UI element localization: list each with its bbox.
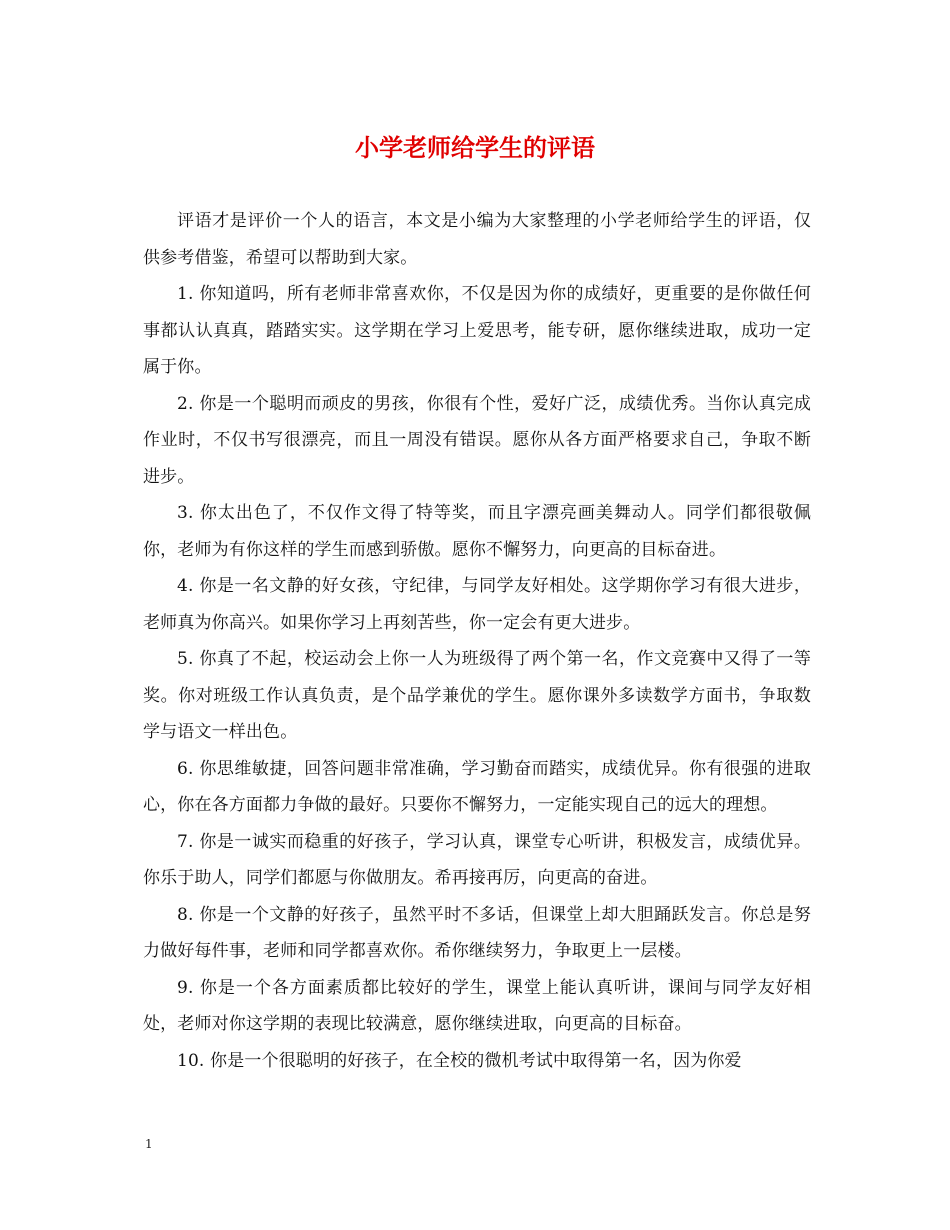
- document-title: 小学老师给学生的评语: [355, 133, 595, 162]
- comment-paragraph-10: 10. 你是一个很聪明的好孩子，在全校的微机考试中取得第一名，因为你爱: [177, 1050, 742, 1071]
- comment-paragraph-2: 2. 你是一个聪明而顽皮的男孩，你很有个性，爱好广泛，成绩优秀。当你认真完成作业时，不仅书写很漂亮，而且一周没有错误。愿你从各方面严格要求自己，争取不断进步。: [143, 393, 811, 487]
- comment-paragraph-1: 1. 你知道吗，所有老师非常喜欢你，不仅是因为你的成绩好，更重要的是你做任何事都认认真真，踏踏实实。这学期在学习上爱思考，能专研，愿你继续进取，成功一定属于你。: [143, 284, 811, 377]
- comment-paragraph-6: 6. 你思维敏捷，回答问题非常准确，学习勤奋而踏实，成绩优异。你有很强的进取心，你在各方面都力争做的最好。只要你不懈努力，一定能实现自己的远大的理想。: [143, 758, 811, 815]
- comment-paragraph-5: 5. 你真了不起，校运动会上你一人为班级得了两个第一名，作文竞赛中又得了一等奖。你对班级工作认真负责，是个品学兼优的学生。愿你课外多读数学方面书，争取数学与语文一样出色。: [143, 649, 811, 742]
- comment-paragraph-9: 9. 你是一个各方面素质都比较好的学生，课堂上能认真听讲，课间与同学友好相处，老师对你这学期的表现比较满意，愿你继续进取，向更高的目标奋。: [143, 977, 811, 1034]
- intro-paragraph: 评语才是评价一个人的语言，本文是小编为大家整理的小学老师给学生的评语，仅供参考借鉴，希望可以帮助到大家。: [143, 211, 811, 268]
- page-number: 1: [145, 1137, 153, 1151]
- comment-paragraph-7: 7. 你是一诚实而稳重的好孩子，学习认真，课堂专心听讲，积极发言，成绩优异。你乐于助人，同学们都愿与你做朋友。希再接再厉，向更高的奋进。: [143, 831, 811, 888]
- document-body: [143, 203, 811, 1079]
- comment-paragraph-4: 4. 你是一名文静的好女孩，守纪律，与同学友好相处。这学期你学习有很大进步，老师真为你高兴。如果你学习上再刻苦些，你一定会有更大进步。: [143, 576, 811, 633]
- comment-paragraph-8: 8. 你是一个文静的好孩子，虽然平时不多话，但课堂上却大胆踊跃发言。你总是努力做好每件事，老师和同学都喜欢你。希你继续努力，争取更上一层楼。: [143, 904, 811, 961]
- comment-paragraph-3: 3. 你太出色了，不仅作文得了特等奖，而且字漂亮画美舞动人。同学们都很敬佩你，老师为有你这样的学生而感到骄傲。愿你不懈努力，向更高的目标奋进。: [143, 503, 811, 560]
